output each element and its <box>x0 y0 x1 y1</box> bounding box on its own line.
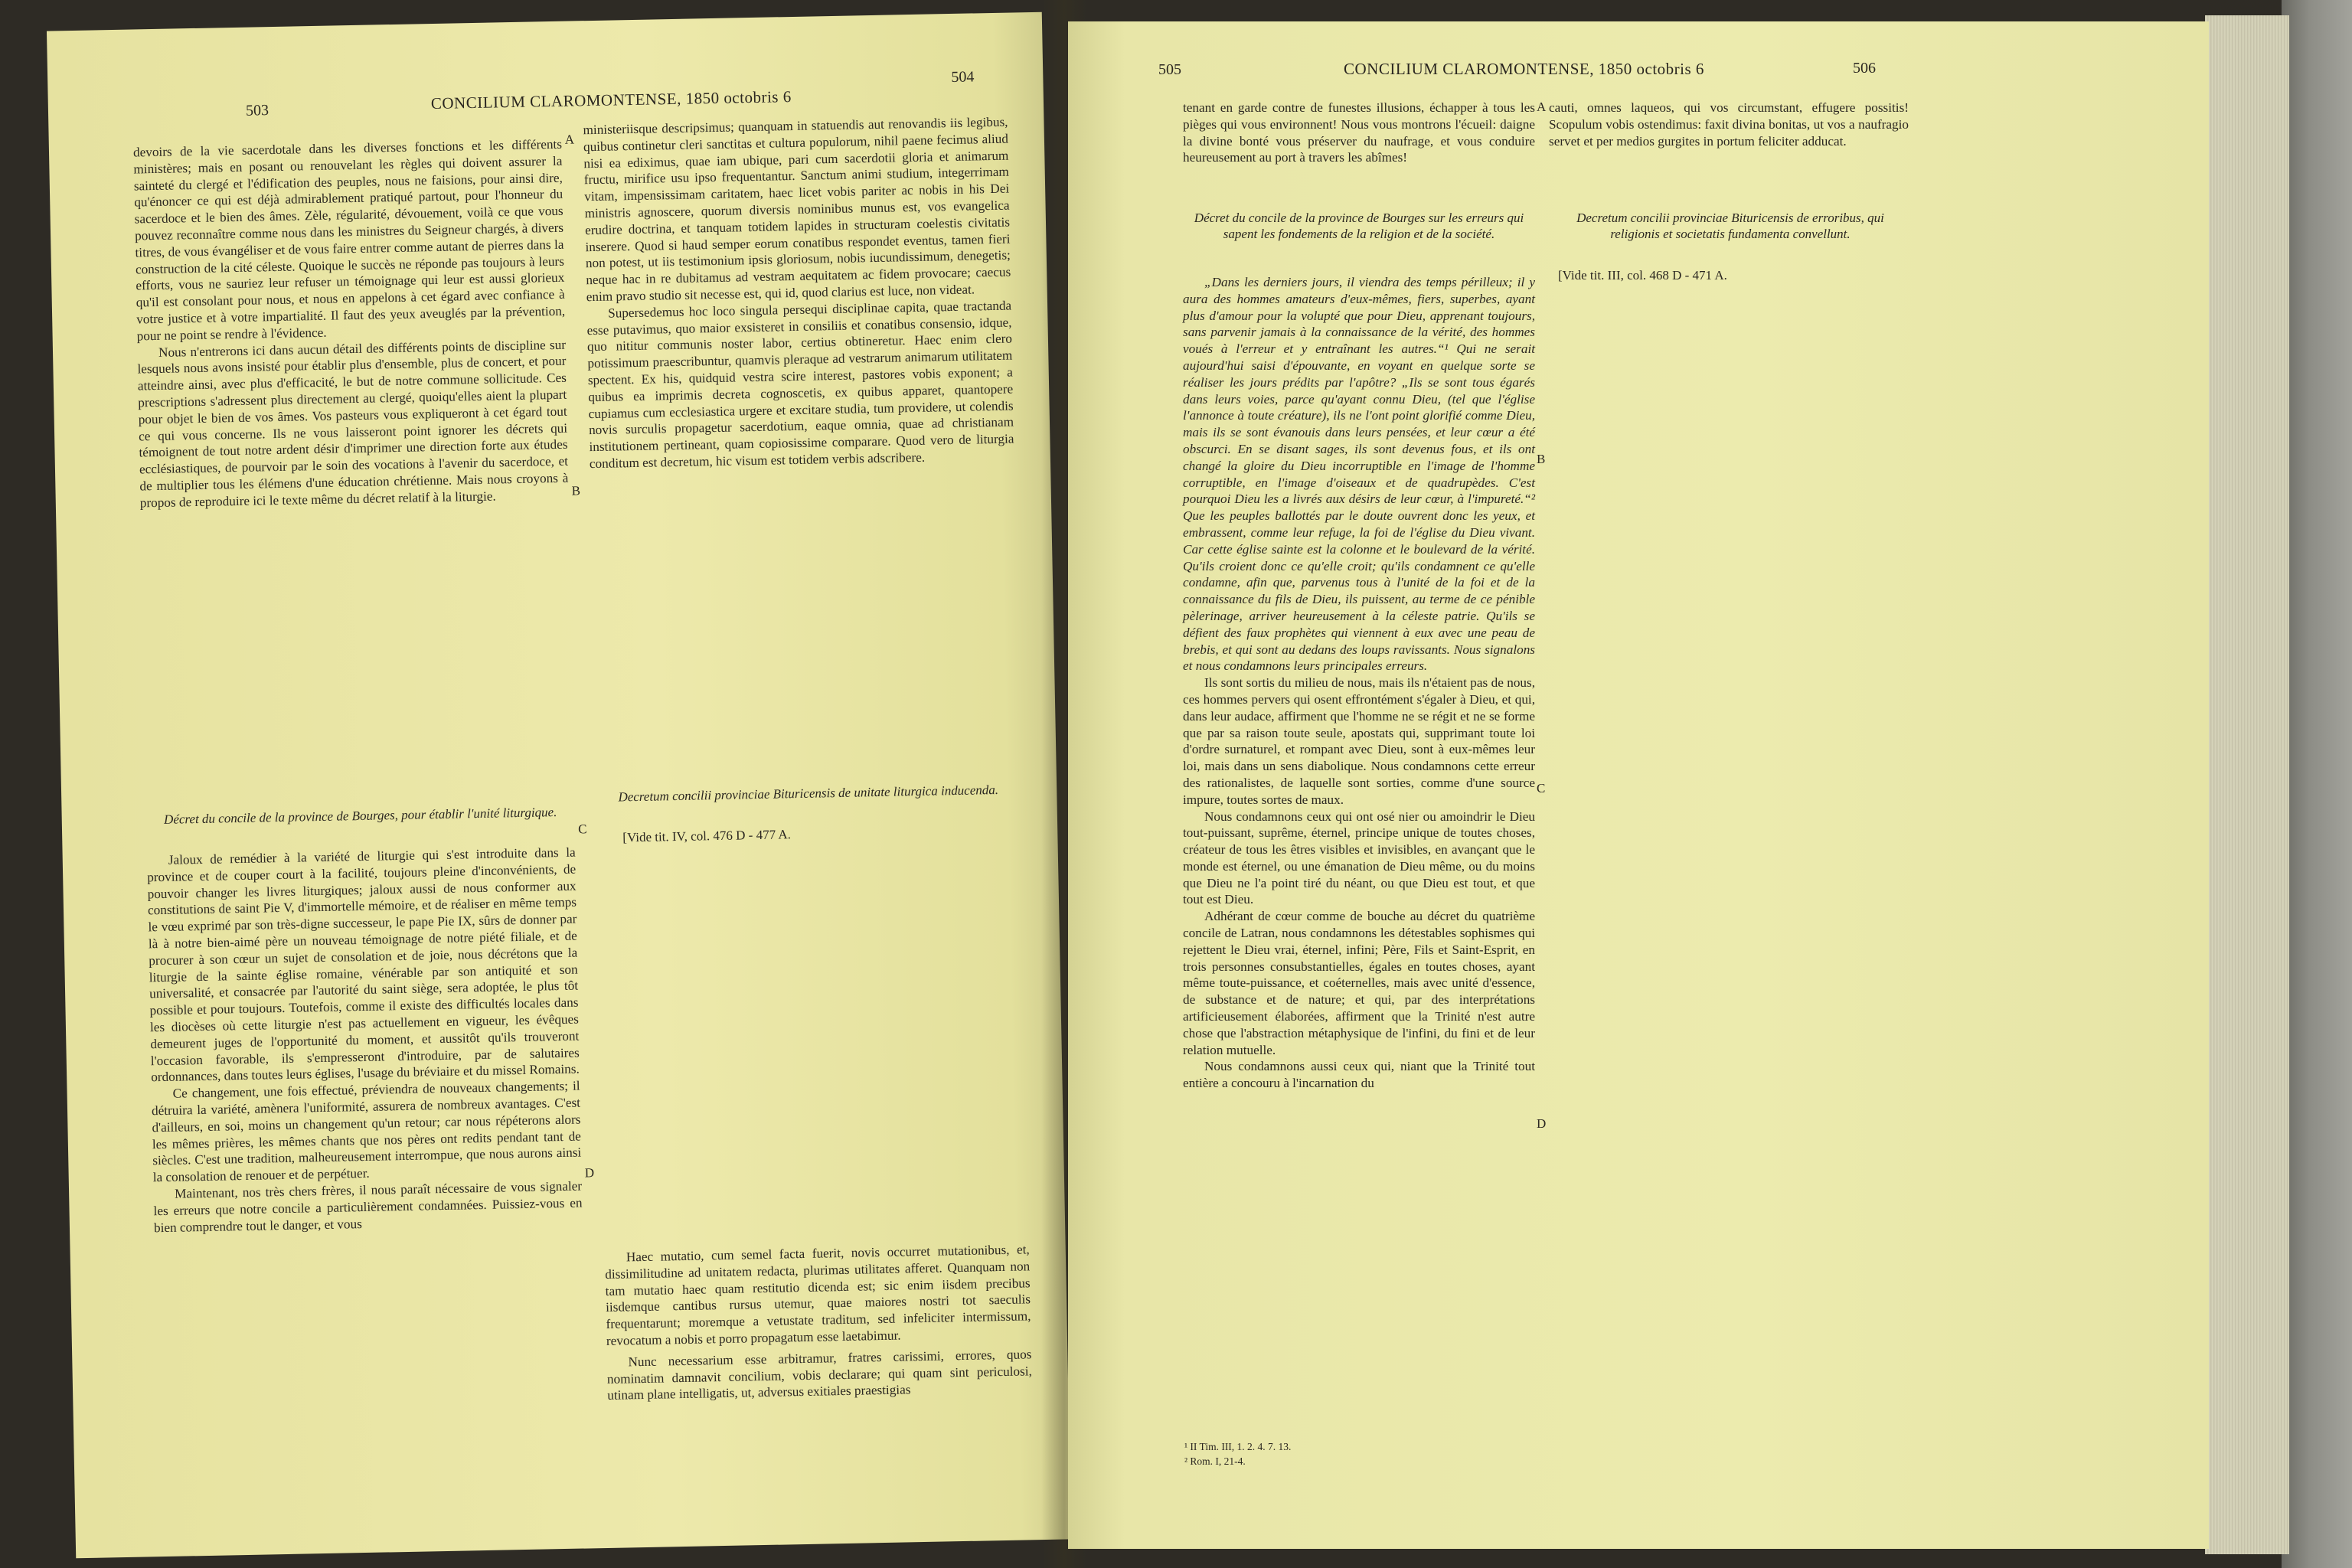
paragraph: Nous n'entrerons ici dans aucun détail des différents points de discipline sur lesquels nous avons insisté pour établir plus d'ensemble, plus de concert, et pour atteindre ainsi, avec plus d'efficacité, le but de notre commune sollicitude. Ces prescriptions s'adressent plus directement au clergé, quoiqu'elles aient la plupart pour objet le bien de vos âmes. Vos pasteurs vous expliqueront à cet égard tout ce qui vous concerne. Ils ne vous laisseront point ignorer les décrets qui témoignent de tout notre ardent désir d'imprimer une direction forte aux études ecclésiastiques, de pourvoir par le soin des vocations à l'avenir du sacerdoce, et de multiplier tous les élémens d'une éducation chrétienne. Mais nous croyons à propos de reproduire ici le texte même du décret relatif à la liturgie. <box>137 337 569 511</box>
running-header: CONCILIUM CLAROMONTENSE, 1850 octobris 6 <box>1344 60 1704 78</box>
french-decree-title: Décret du concile de la province de Bourges, pour établir l'unité liturgique. <box>163 805 557 827</box>
margin-letter-d: D <box>584 1165 595 1181</box>
paragraph: ministeriisque descripsimus; quanquam in statuendis aut renovandis iis legibus, quibus continetur cleri sanctitas et cultura populorum, nihil paene fecimus aliud nisi ea ediximus, quae iam ubique, pari cum sacerdotii gloria et animarum fructu, mirifice usu ipso frequentantur. Sanctum animi studium, integerrimam vitam, impensissimam caritatem, haec licet vobis pariter ac nobis in his Dei ministris agnoscere, quorum diversis nominibus munus est, vos evangelica erudire doctrina, et tanquam totidem lapides in structuram coelestis civitatis inserere. Quod si haud semper eorum conatibus respondet eventus, tamen fieri non potest, ut iis testimonium ipsis gloriosum, nobis iucundissimum, denegetis; neque hac in re dubitamus ad vestram aequitatem ac fidem provocare; caecus enim pravo studio sit necesse est, qui id, quod clarius est luce, non videat. <box>583 114 1011 305</box>
latin-column-top <box>1549 100 1909 166</box>
paragraph: „Dans les derniers jours, il viendra des temps périlleux; il y aura des hommes amateurs d'eux-mêmes, fiers, superbes, ayant plus d'amour pour la volupté que pour Dieu, apprenant toujours, sans parvenir jamais à la connaissance de la vérité, des hommes voués à l'erreur et y entraînant les autres.“¹ Qui ne serait aujourd'hui saisi d'épouvante, en voyant en quelque sorte se réaliser les jours prédits par l'apôtre? „Ils se sont tous égarés dans leurs voies, parce qu'ayant connu Dieu, (tel que l'église l'annonce à toute créature), ils ne l'ont point glorifié comme Dieu, mais ils se sont évanouis dans leurs pensées, et leur cœur a été obscurci. En se disant sages, ils sont devenus fous, et ils ont changé la gloire du Dieu incorruptible en l'image de l'homme corruptible, en l'image d'oiseaux et de quadrupèdes. C'est pourquoi Dieu les a livrés aux désirs de leur cœur, à l'impureté.“² Que les peuples ballottés par le doute ouvrent donc les yeux, et embrassent, comme leur refuge, la foi de l'église du Dieu vivant. Car cette église sainte est la colonne et le boulevard de la vérité. Qu'ils croient donc ce qu'elle croit; qu'ils condamnent ce qu'elle condamne, afin que, parvenus tous à l'unité de la foi et de la connaissance du fils de Dieu, ils puissent, au terme de ce pénible pèlerinage, arriver heureusement à la céleste patrie. Qu'ils se défient des faux prophètes qui viennent à eux avec une peau de brebis, et qui sont au dedans des loups ravissants. Nous signalons et nous condamnons leurs principales erreurs. <box>1183 275 1535 674</box>
right-page <box>1068 21 2209 1549</box>
margin-letter-b: B <box>1537 452 1546 466</box>
running-header: CONCILIUM CLAROMONTENSE, 1850 octobris 6 <box>430 87 792 113</box>
paragraph: Ce changement, une fois effectué, préviendra de nouveaux changements; il détruira la variété, amènera l'uniformité, assurera de nombreux avantages. C'est d'ailleurs, en soi, moins un changement qu'un retour; car nous répéterons alors les mêmes prières, les mêmes chants que nos pères ont redits pendant tant de siècles. C'est une tradition, malheureusement interrompue, que nous aurons ainsi la consolation de renouer et de perpétuer. <box>151 1078 582 1185</box>
footnotes <box>1184 1439 1291 1468</box>
latin-decree-title: Decretum concilii provinciae Bituricensis de unitate liturgica inducenda. <box>618 782 999 805</box>
margin-letter-a: A <box>1537 100 1547 114</box>
page-number-outer: 506 <box>1853 60 1876 77</box>
french-column-mid <box>147 844 583 1236</box>
latin-cross-reference: [Vide tit. IV, col. 476 D - 477 A. <box>622 827 792 845</box>
page-edges <box>2205 15 2289 1554</box>
french-column-main <box>1183 274 1535 1092</box>
desk-background <box>2282 0 2352 1568</box>
page-number-inner: 504 <box>951 68 975 86</box>
margin-letter-d: D <box>1537 1116 1547 1131</box>
paragraph: Ils sont sortis du milieu de nous, mais ils n'étaient pas de nous, ces hommes pervers qui osent effrontément s'égaler à Dieu, et qui, dans leur audace, affirment que l'homme ne se régit et ne se forme que par sa raison toute seule, apostats qui, supprimant toute loi d'ordre surnaturel, et rompant avec Dieu, sont à eux-mêmes leur loi, mais dans un sens diabolique. Nous condamnons cette erreur des rationalistes, de laquelle sont sorties, comme d'une source impure, toutes sortes de maux. <box>1183 675 1535 807</box>
paragraph: devoirs de la vie sacerdotale dans les diverses fonctions et les différents ministères; mais en posant ou renouvelant les règles qui doivent assurer la sainteté du clergé et l'édification des peuples, nous ne faisions, pour ainsi dire, qu'énoncer ce qui est déjà admirablement pratiqué partout, pour l'honneur du sacerdoce et le bien des âmes. Zèle, régularité, dévouement, voilà ce que vous pouvez reconnaître comme nous dans les ministres du Seigneur chargés, à divers titres, de vous évangéliser et de vous faire entrer comme autant de pierres dans la construction de la cité céleste. Quoique le succès ne réponde pas toujours à leurs efforts, vous ne sauriez leur refuser un témoignage qui leur est aussi glorieux qu'il est consolant pour nous, et nous en appelons à cet égard avec confiance à votre justice et à votre impartialité. Il faut des yeux aveuglés par la prévention, pour ne point se rendre à l'évidence. <box>132 136 566 344</box>
footnote: ² Rom. I, 21-4. <box>1184 1455 1246 1467</box>
paragraph: tenant en garde contre de funestes illusions, échapper à tous les pièges qui vous environnent! Nous vous montrons l'écueil: daigne la divine bonté vous préserver du naufrage, et vous conduire heureusement au port à travers les abîmes! <box>1183 100 1535 165</box>
paragraph: Jaloux de remédier à la variété de liturgie qui s'est introduite dans la province et de couper court à la facilité, toujours pleine d'inconvénients, de pouvoir changer les livres liturgiques; jaloux aussi de nous conformer aux constitutions de saint Pie V, d'immortelle mémoire, et de réaliser en même temps le vœu exprimé par son très-digne successeur, le pape Pie IX, sûrs de donner par là à notre bien-aimé père un nouveau témoignage de notre piété filiale, et de procurer à son cœur un sujet de consolation et de joie, nous décrétons que la liturgie de la sainte église romaine, vénérable par son antiquité et son universalité, et consacrée par l'autorité du saint siège, sera adoptée, le plus tôt possible et pour toujours. Toutefois, comme il existe des difficultés locales dans les diocèses où cette liturgie n'est pas actuellement en vigueur, les évêques demeurent juges de l'opportunité du moment, et aussitôt qu'ils trouveront l'occasion favorable, ils s'empresseront d'introduire, par de salutaires ordonnances, dans toutes leurs églises, l'usage du bréviaire et du missel Romains. <box>147 844 580 1085</box>
paragraph: cauti, omnes laqueos, qui vos circumstant, effugere possitis! Scopulum vobis ostendimus: faxit divina bonitas, ut vos a naufragio servet et per medios gurgites in portum feliciter adducat. <box>1549 100 1909 149</box>
left-page <box>47 12 1071 1559</box>
footnote: ¹ II Tim. III, 1. 2. 4. 7. 13. <box>1184 1441 1292 1452</box>
french-decree-title: Décret du concile de la province de Bourges sur les erreurs qui sapent les fondements de la religion et de la société. <box>1194 211 1524 241</box>
margin-letter-a: A <box>564 132 575 147</box>
latin-cross-reference: [Vide tit. III, col. 468 D - 471 A. <box>1558 268 1727 283</box>
margin-letter-c: C <box>577 822 587 837</box>
paragraph: Haec mutatio, cum semel facta fuerit, novis occurret mutationibus, et, dissimilitudine ad unitatem redacta, plurimas utilitates afferet. Quanquam non tam mutatio haec quam restitutio dicenda est; sic enim iisdem precibus iisdemque cantibus rursus utemur, quae maiores nostri tot saeculis frequentarunt; moremque a vetustate traditum, sed infeliciter intermissum, revocatum a nobis et porro propagatum esse laetabimur. <box>605 1242 1031 1348</box>
page-number-inner: 505 <box>1158 61 1181 78</box>
paragraph: Nous condamnons ceux qui ont osé nier ou amoindrir le Dieu tout-puissant, suprême, éternel, principe unique de toutes choses, créateur de tous les êtres visibles et invisibles, en avançant que le monde est éternel, ou une émanation de Dieu même, ou du moins que Dieu ne l'a point tiré du néant, ou que Dieu est tout, et que tout est Dieu. <box>1183 808 1535 907</box>
top-columns <box>1183 100 2113 166</box>
paragraph: Nunc necessarium esse arbitramur, fratres carissimi, errores, quos nominatim damnavit concilium, vobis declarare; qui quam sint periculosi, utinam plane intelligatis, ut, adversus exitiales praestigias <box>606 1347 1032 1403</box>
latin-decree-title: Decretum concilii provinciae Bituricensis de erroribus, qui religionis et societatis fundamenta convellunt. <box>1576 211 1884 241</box>
margin-letter-c: C <box>1537 781 1546 795</box>
margin-letter-b: B <box>571 483 581 498</box>
paragraph: Supersedemus hoc loco singula persequi disciplinae capita, quae tractanda esse putavimus, quo maior exsisteret in consiliis et conatibus consensio, idque, quo nititur communis noster labor, certius obtineretur. Haec enim clero potissimum praescribuntur, quamvis pleraque ad vestrarum animarum utilitatem spectent. Ex his, quidquid vestra scire interest, pastores vobis exponent; a quibus ea imprimis decreta cognoscetis, ex quibus apparet, quantopere cupiamus cum ecclesiastica urgere et excitare studia, tum providere, ut colendis novis surculis propagetur sacerdotium, eaque omnia, quae ad christianam institutionem pertineant, quam copiosissime comparare. Quod vero de liturgia conditum est decretum, hic visum est totidem verbis adscribere. <box>586 298 1014 472</box>
paragraph: Nous condamnons aussi ceux qui, niant que la Trinité tout entière a concouru à l'incarnation du <box>1183 1059 1535 1091</box>
latin-column-low <box>605 1241 1033 1404</box>
paragraph: Adhérant de cœur comme de bouche au décret du quatrième concile de Latran, nous condamnons les détestables sophismes qui rejettent le Dieu vrai, éternel, infini; Père, Fils et Saint-Esprit, en trois personnes consubstantielles, égales en toutes choses, ayant même toute-puissance, et coéternelles, mais avec unité d'essence, de substance et de nature; et qui, par des interprétations artificieusement élaborées, affirment que la Trinité n'est autre chose que l'abstraction métaphysique de l'infini, du fini et de leur relation mutuelle. <box>1183 909 1535 1057</box>
latin-column-top <box>583 114 1014 472</box>
french-column-top <box>133 136 569 511</box>
paragraph: Maintenant, nos très chers frères, il nous paraît nécessaire de vous signaler les erreurs que notre concile a particulièrement condamnées. Puissiez-vous en bien comprendre tout le danger, et vous <box>153 1178 583 1235</box>
page-number-outer: 503 <box>245 102 270 119</box>
french-column-top <box>1183 100 1535 166</box>
